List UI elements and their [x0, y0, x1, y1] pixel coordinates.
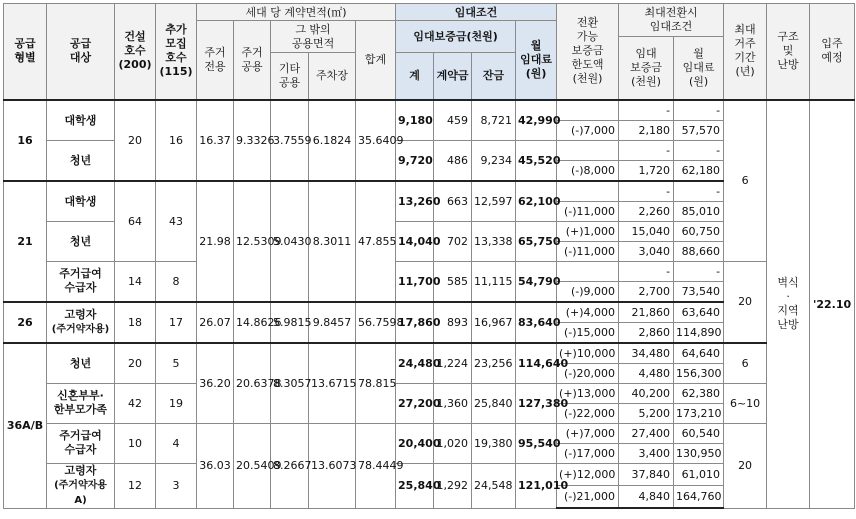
maxdep-16-youth-down: 1,720	[619, 160, 674, 181]
extra-36-senior: 3	[156, 463, 197, 508]
structure-heating: 벽식 · 지역 난방	[767, 100, 810, 509]
balance-16-student: 8,721	[472, 100, 516, 141]
contract-26-senior: 893	[434, 302, 472, 343]
target-26-senior: 고령자 (주거약자용)	[47, 302, 115, 343]
extra-21: 43	[156, 181, 197, 262]
contract-21-benefit: 585	[434, 261, 472, 302]
header-deposit-total: 계	[396, 53, 434, 100]
maxrent-36-benefit-down: 130,950	[674, 443, 724, 463]
period-36-newlywed: 6~10	[724, 383, 767, 423]
rent-16-student: 42,990	[516, 100, 557, 141]
header-rent-group: 임대조건	[396, 4, 557, 21]
maxdep-21-benefit-down: 2,700	[619, 281, 674, 302]
period-16-21: 6	[724, 100, 767, 262]
other-16: 3.7559	[271, 100, 309, 181]
balance-36-benefit: 19,380	[472, 423, 516, 463]
rent-36-youth: 114,640	[516, 343, 557, 384]
target-21-youth: 청년	[47, 221, 115, 261]
maxrent-36-benefit-up: 60,540	[674, 423, 724, 443]
header-other-common: 기타 공용	[271, 53, 309, 100]
header-parking: 주차장	[309, 53, 356, 100]
maxdep-21-youth-up: 15,040	[619, 221, 674, 241]
rent-21-youth: 65,750	[516, 221, 557, 261]
contract-16-youth: 486	[434, 140, 472, 181]
conv-36-youth-up: (+)10,000	[557, 343, 619, 364]
other-36a: 8.3057	[271, 343, 309, 424]
type-26: 26	[4, 302, 47, 343]
header-area-group: 세대 당 계약면적(㎡)	[197, 4, 396, 21]
move-in-date: '22.10	[810, 100, 855, 509]
total-21: 47.855	[356, 181, 396, 302]
deposit-21-student: 13,260	[396, 181, 434, 222]
extra-36-benefit: 4	[156, 423, 197, 463]
header-deposit-contract: 계약금	[434, 53, 472, 100]
deposit-36-youth: 24,480	[396, 343, 434, 384]
conv-21-youth-down: (-)11,000	[557, 241, 619, 261]
header-other-common-group: 그 밖의 공용면적	[271, 21, 356, 53]
maxdep-26-senior-down: 2,860	[619, 322, 674, 343]
conv-16-student-down: (-)7,000	[557, 120, 619, 140]
extra-26: 17	[156, 302, 197, 343]
maxdep-21-student-up: -	[619, 181, 674, 202]
target-21-benefit: 주거급여 수급자	[47, 261, 115, 302]
maxdep-36-newlywed-up: 40,200	[619, 383, 674, 403]
total-36a: 78.815	[356, 343, 396, 424]
header-structure: 구조 및 난방	[767, 4, 810, 100]
type-36ab: 36A/B	[4, 343, 47, 509]
parking-16: 6.1824	[309, 100, 356, 181]
target-21-student: 대학생	[47, 181, 115, 222]
maxdep-21-youth-down: 3,040	[619, 241, 674, 261]
conv-36-senior-down: (-)21,000	[557, 485, 619, 508]
total-26: 56.7598	[356, 302, 396, 343]
balance-36-youth: 23,256	[472, 343, 516, 384]
maxrent-16-student-up: -	[674, 100, 724, 121]
rent-21-student: 62,100	[516, 181, 557, 222]
maxrent-26-senior-down: 114,890	[674, 322, 724, 343]
extra-36-youth: 5	[156, 343, 197, 384]
header-max-period: 최대 거주 기간 (년)	[724, 4, 767, 100]
target-36-senior: 고령자 (주거약자용A)	[47, 463, 115, 508]
built-36-newlywed: 42	[115, 383, 156, 423]
built-36-senior: 12	[115, 463, 156, 508]
conv-21-benefit-up	[557, 261, 619, 281]
rent-26-senior: 83,640	[516, 302, 557, 343]
rent-36-newlywed: 127,380	[516, 383, 557, 423]
maxrent-21-benefit-up: -	[674, 261, 724, 281]
header-max-deposit: 임대 보증금 (천원)	[619, 37, 674, 100]
header-supply-target: 공급 대상	[47, 4, 115, 100]
conv-16-student-up	[557, 100, 619, 121]
maxrent-21-benefit-down: 73,540	[674, 281, 724, 302]
total-36b: 78.4449	[356, 423, 396, 508]
contract-36-youth: 1,224	[434, 343, 472, 384]
header-built-units: 건설 호수 (200)	[115, 4, 156, 100]
conv-36-senior-up: (+)12,000	[557, 463, 619, 485]
conv-36-newlywed-up: (+)13,000	[557, 383, 619, 403]
deposit-36-benefit: 20,400	[396, 423, 434, 463]
header-common: 주거 공용	[234, 21, 271, 100]
conv-21-student-up	[557, 181, 619, 202]
header-move-in: 입주 예정	[810, 4, 855, 100]
maxrent-16-youth-up: -	[674, 140, 724, 160]
header-max-conversion: 최대전환시 임대조건	[619, 4, 724, 37]
exclusive-16: 16.37	[197, 100, 234, 181]
conv-36-benefit-down: (-)17,000	[557, 443, 619, 463]
header-monthly-rent: 월 임대료 (원)	[516, 21, 557, 100]
rent-36-senior: 121,010	[516, 463, 557, 508]
maxdep-21-student-down: 2,260	[619, 201, 674, 221]
balance-21-benefit: 11,115	[472, 261, 516, 302]
contract-36-benefit: 1,020	[434, 423, 472, 463]
conv-36-benefit-up: (+)7,000	[557, 423, 619, 443]
parking-26: 9.8457	[309, 302, 356, 343]
maxrent-36-youth-down: 156,300	[674, 363, 724, 383]
maxrent-21-student-up: -	[674, 181, 724, 202]
maxdep-16-student-down: 2,180	[619, 120, 674, 140]
exclusive-21: 21.98	[197, 181, 234, 302]
balance-21-youth: 13,338	[472, 221, 516, 261]
header-deposit-balance: 잔금	[472, 53, 516, 100]
other-26: 5.9815	[271, 302, 309, 343]
deposit-21-youth: 14,040	[396, 221, 434, 261]
header-exclusive: 주거 전용	[197, 21, 234, 100]
rental-conditions-table-wrap	[3, 3, 855, 509]
balance-21-student: 12,597	[472, 181, 516, 222]
built-21-benefit: 14	[115, 261, 156, 302]
balance-36-newlywed: 25,840	[472, 383, 516, 423]
exclusive-36b: 36.03	[197, 423, 234, 508]
extra-36-newlywed: 19	[156, 383, 197, 423]
target-16-student: 대학생	[47, 100, 115, 141]
maxdep-36-newlywed-down: 5,200	[619, 403, 674, 423]
conv-21-benefit-down: (-)9,000	[557, 281, 619, 302]
maxdep-16-student-up: -	[619, 100, 674, 121]
maxrent-21-youth-up: 60,750	[674, 221, 724, 241]
contract-21-student: 663	[434, 181, 472, 222]
balance-36-senior: 24,548	[472, 463, 516, 508]
deposit-21-benefit: 11,700	[396, 261, 434, 302]
maxrent-16-youth-down: 62,180	[674, 160, 724, 181]
deposit-26-senior: 17,860	[396, 302, 434, 343]
type-16: 16	[4, 100, 47, 181]
built-16: 20	[115, 100, 156, 181]
contract-36-newlywed: 1,360	[434, 383, 472, 423]
maxrent-36-youth-up: 64,640	[674, 343, 724, 364]
maxdep-36-youth-up: 34,480	[619, 343, 674, 364]
conv-36-youth-down: (-)20,000	[557, 363, 619, 383]
rental-conditions-table	[3, 3, 855, 509]
deposit-36-newlywed: 27,200	[396, 383, 434, 423]
common-36b: 20.5409	[234, 423, 271, 508]
contract-16-student: 459	[434, 100, 472, 141]
other-21: 5.0430	[271, 181, 309, 302]
target-16-youth: 청년	[47, 140, 115, 181]
conv-16-youth-up	[557, 140, 619, 160]
conv-21-student-down: (-)11,000	[557, 201, 619, 221]
header-area-total: 합계	[356, 21, 396, 100]
built-36-benefit: 10	[115, 423, 156, 463]
header-max-rent: 월 임대료 (원)	[674, 37, 724, 100]
maxrent-21-student-down: 85,010	[674, 201, 724, 221]
maxdep-16-youth-up: -	[619, 140, 674, 160]
deposit-16-student: 9,180	[396, 100, 434, 141]
maxdep-26-senior-up: 21,860	[619, 302, 674, 323]
total-16: 35.6409	[356, 100, 396, 181]
built-36-youth: 20	[115, 343, 156, 384]
common-21: 12.5309	[234, 181, 271, 302]
maxrent-36-newlywed-down: 173,210	[674, 403, 724, 423]
maxdep-36-senior-up: 37,840	[619, 463, 674, 485]
contract-21-youth: 702	[434, 221, 472, 261]
header-convertible-limit: 전환 가능 보증금 한도액 (천원)	[557, 4, 619, 100]
balance-16-youth: 9,234	[472, 140, 516, 181]
period-36-youth: 6	[724, 343, 767, 384]
type-21: 21	[4, 181, 47, 302]
parking-36a: 13.6715	[309, 343, 356, 424]
conv-26-senior-up: (+)4,000	[557, 302, 619, 323]
rent-16-youth: 45,520	[516, 140, 557, 181]
conv-26-senior-down: (-)15,000	[557, 322, 619, 343]
period-36-tail: 20	[724, 423, 767, 508]
maxrent-36-senior-up: 61,010	[674, 463, 724, 485]
extra-21-benefit: 8	[156, 261, 197, 302]
maxrent-21-youth-down: 88,660	[674, 241, 724, 261]
common-36a: 20.6378	[234, 343, 271, 424]
deposit-36-senior: 25,840	[396, 463, 434, 508]
maxdep-21-benefit-up: -	[619, 261, 674, 281]
rent-21-benefit: 54,790	[516, 261, 557, 302]
rent-36-benefit: 95,540	[516, 423, 557, 463]
built-21: 64	[115, 181, 156, 262]
maxrent-16-student-down: 57,570	[674, 120, 724, 140]
maxrent-26-senior-up: 63,640	[674, 302, 724, 323]
other-36b: 8.2667	[271, 423, 309, 508]
header-extra-units: 추가 모집 호수 (115)	[156, 4, 197, 100]
extra-16: 16	[156, 100, 197, 181]
contract-36-senior: 1,292	[434, 463, 472, 508]
conv-36-newlywed-down: (-)22,000	[557, 403, 619, 423]
balance-26-senior: 16,967	[472, 302, 516, 343]
target-36-benefit: 주거급여 수급자	[47, 423, 115, 463]
exclusive-26: 26.07	[197, 302, 234, 343]
common-16: 9.3326	[234, 100, 271, 181]
target-36-youth: 청년	[47, 343, 115, 384]
parking-36b: 13.6073	[309, 423, 356, 508]
parking-21: 8.3011	[309, 181, 356, 302]
header-deposit-group: 임대보증금(천원)	[396, 21, 516, 53]
built-26: 18	[115, 302, 156, 343]
common-26: 14.8626	[234, 302, 271, 343]
maxdep-36-youth-down: 4,480	[619, 363, 674, 383]
conv-16-youth-down: (-)8,000	[557, 160, 619, 181]
maxdep-36-senior-down: 4,840	[619, 485, 674, 508]
header-supply-type: 공급 형별	[4, 4, 47, 100]
maxrent-36-newlywed-up: 62,380	[674, 383, 724, 403]
conv-21-youth-up: (+)1,000	[557, 221, 619, 241]
maxdep-36-benefit-down: 3,400	[619, 443, 674, 463]
target-36-newlywed: 신혼부부· 한부모가족	[47, 383, 115, 423]
maxrent-36-senior-down: 164,760	[674, 485, 724, 508]
maxdep-36-benefit-up: 27,400	[619, 423, 674, 443]
period-21-26: 20	[724, 261, 767, 343]
exclusive-36a: 36.20	[197, 343, 234, 424]
deposit-16-youth: 9,720	[396, 140, 434, 181]
